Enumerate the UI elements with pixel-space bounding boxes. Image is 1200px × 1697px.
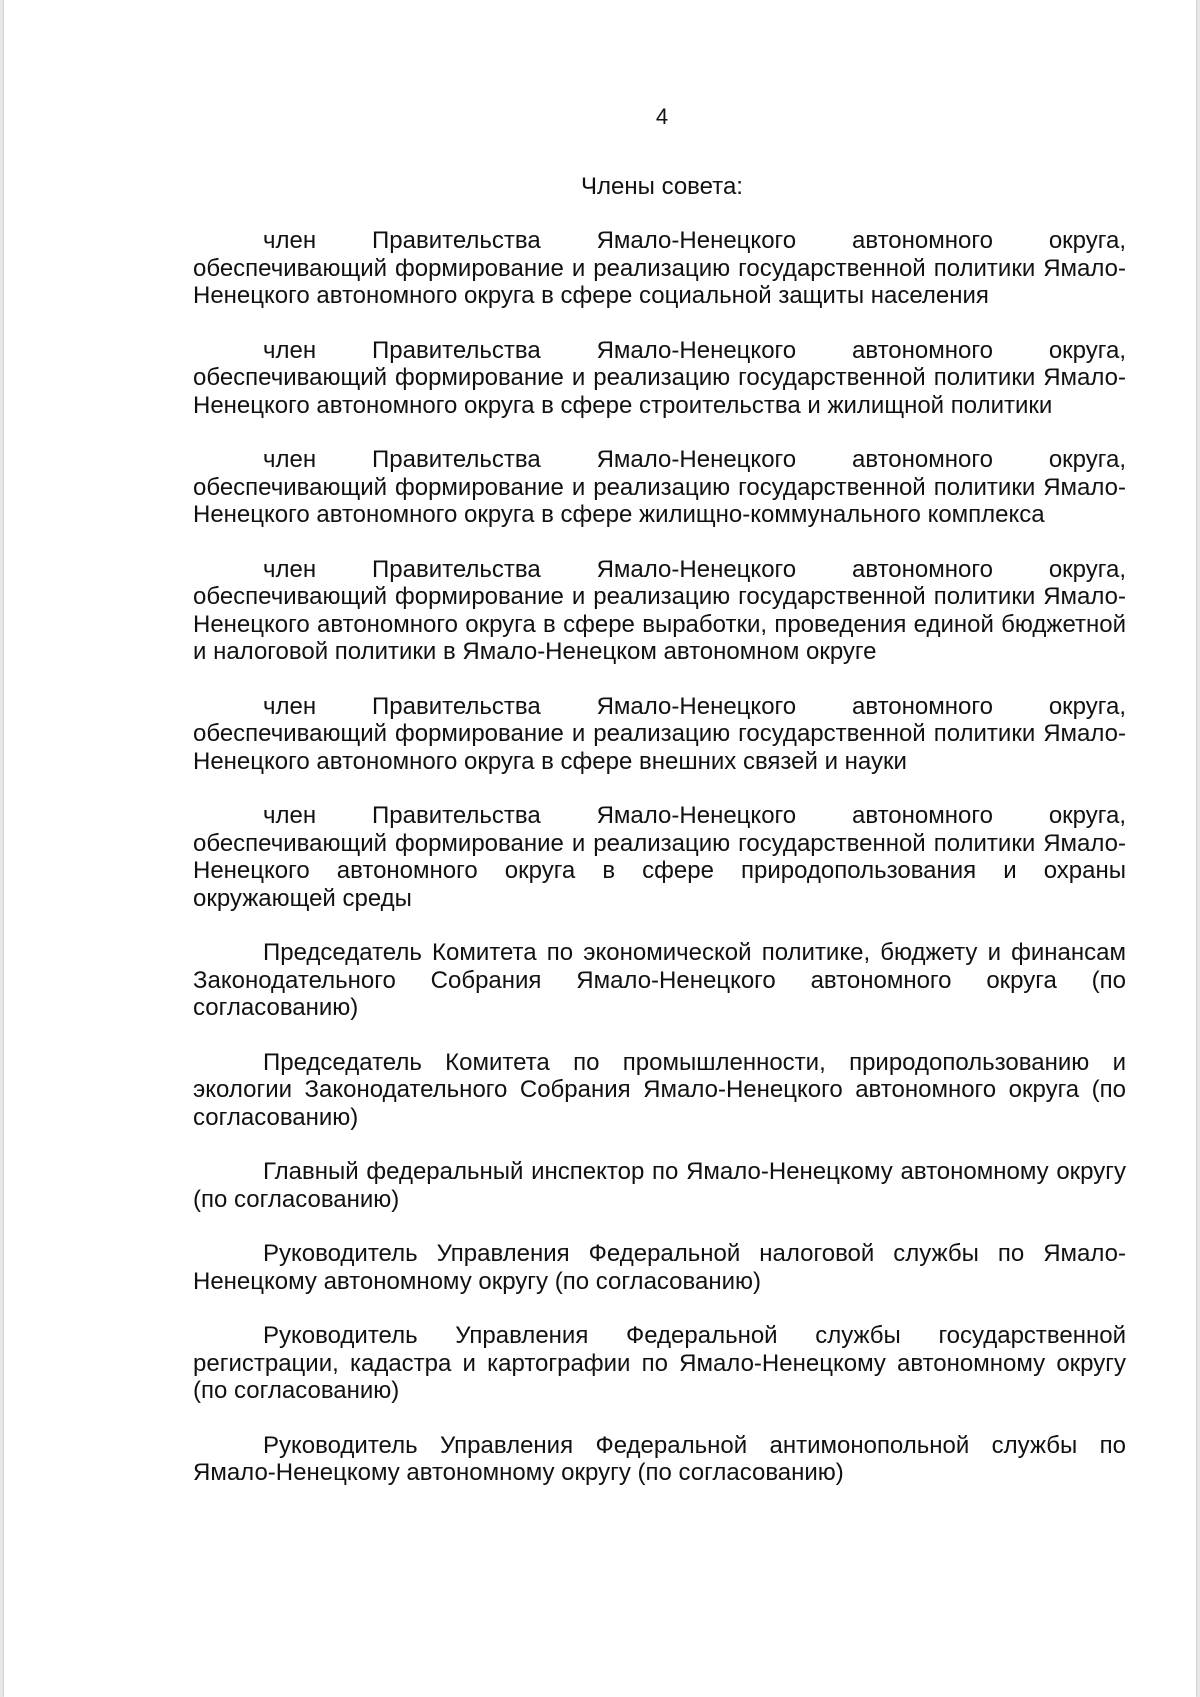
page-number: 4: [655, 104, 669, 129]
member-entry: член Правительства Ямало-Ненецкого автономного округа, обеспечивающий формирование и реализацию государственной политики Ямало-Ненецкого автономного округа в сфере социальной защиты населения: [193, 227, 1126, 309]
member-entry: Председатель Комитета по промышленности, природопользованию и экологии Законодательного Собрания Ямало-Ненецкого автономного округа (по согласованию): [193, 1048, 1126, 1131]
member-entry: член Правительства Ямало-Ненецкого автономного округа, обеспечивающий формирование и реализацию государственной политики Ямало-Ненецкого автономного округа в сфере строительства и жилищной политики: [193, 336, 1126, 419]
member-entry: Руководитель Управления Федеральной антимонопольной службы по Ямало-Ненецкому автономному округу (по согласованию): [193, 1431, 1126, 1486]
member-entry: Председатель Комитета по экономической политике, бюджету и финансам Законодательного Собрания Ямало-Ненецкого автономного округа (по согласованию): [193, 939, 1126, 1021]
member-entry: Главный федеральный инспектор по Ямало-Ненецкому автономному округу (по согласованию): [193, 1158, 1126, 1213]
member-entry: член Правительства Ямало-Ненецкого автономного округа, обеспечивающий формирование и реализацию государственной политики Ямало-Ненецкого автономного округа в сфере природопользования и охраны окружающей среды: [193, 802, 1126, 912]
member-entry: член Правительства Ямало-Ненецкого автономного округа, обеспечивающий формирование и реализацию государственной политики Ямало-Ненецкого автономного округа в сфере жилищно-коммунального комплекса: [193, 446, 1126, 528]
document-page: [4, 0, 1196, 1697]
member-entry: член Правительства Ямало-Ненецкого автономного округа, обеспечивающий формирование и реализацию государственной политики Ямало-Ненецкого автономного округа в сфере внешних связей и науки: [193, 692, 1126, 775]
members-list: [193, 227, 1126, 1514]
section-heading: Члены совета:: [581, 173, 743, 200]
member-entry: член Правительства Ямало-Ненецкого автономного округа, обеспечивающий формирование и реализацию государственной политики Ямало-Ненецкого автономного округа в сфере выработки, проведения единой бюджетной и налоговой политики в Ямало-Ненецком автономном округе: [193, 555, 1126, 665]
member-entry: Руководитель Управления Федеральной службы государственной регистрации, кадастра и картографии по Ямало-Ненецкому автономному округу (по согласованию): [193, 1322, 1126, 1404]
member-entry: Руководитель Управления Федеральной налоговой службы по Ямало-Ненецкому автономному округу (по согласованию): [193, 1240, 1126, 1295]
